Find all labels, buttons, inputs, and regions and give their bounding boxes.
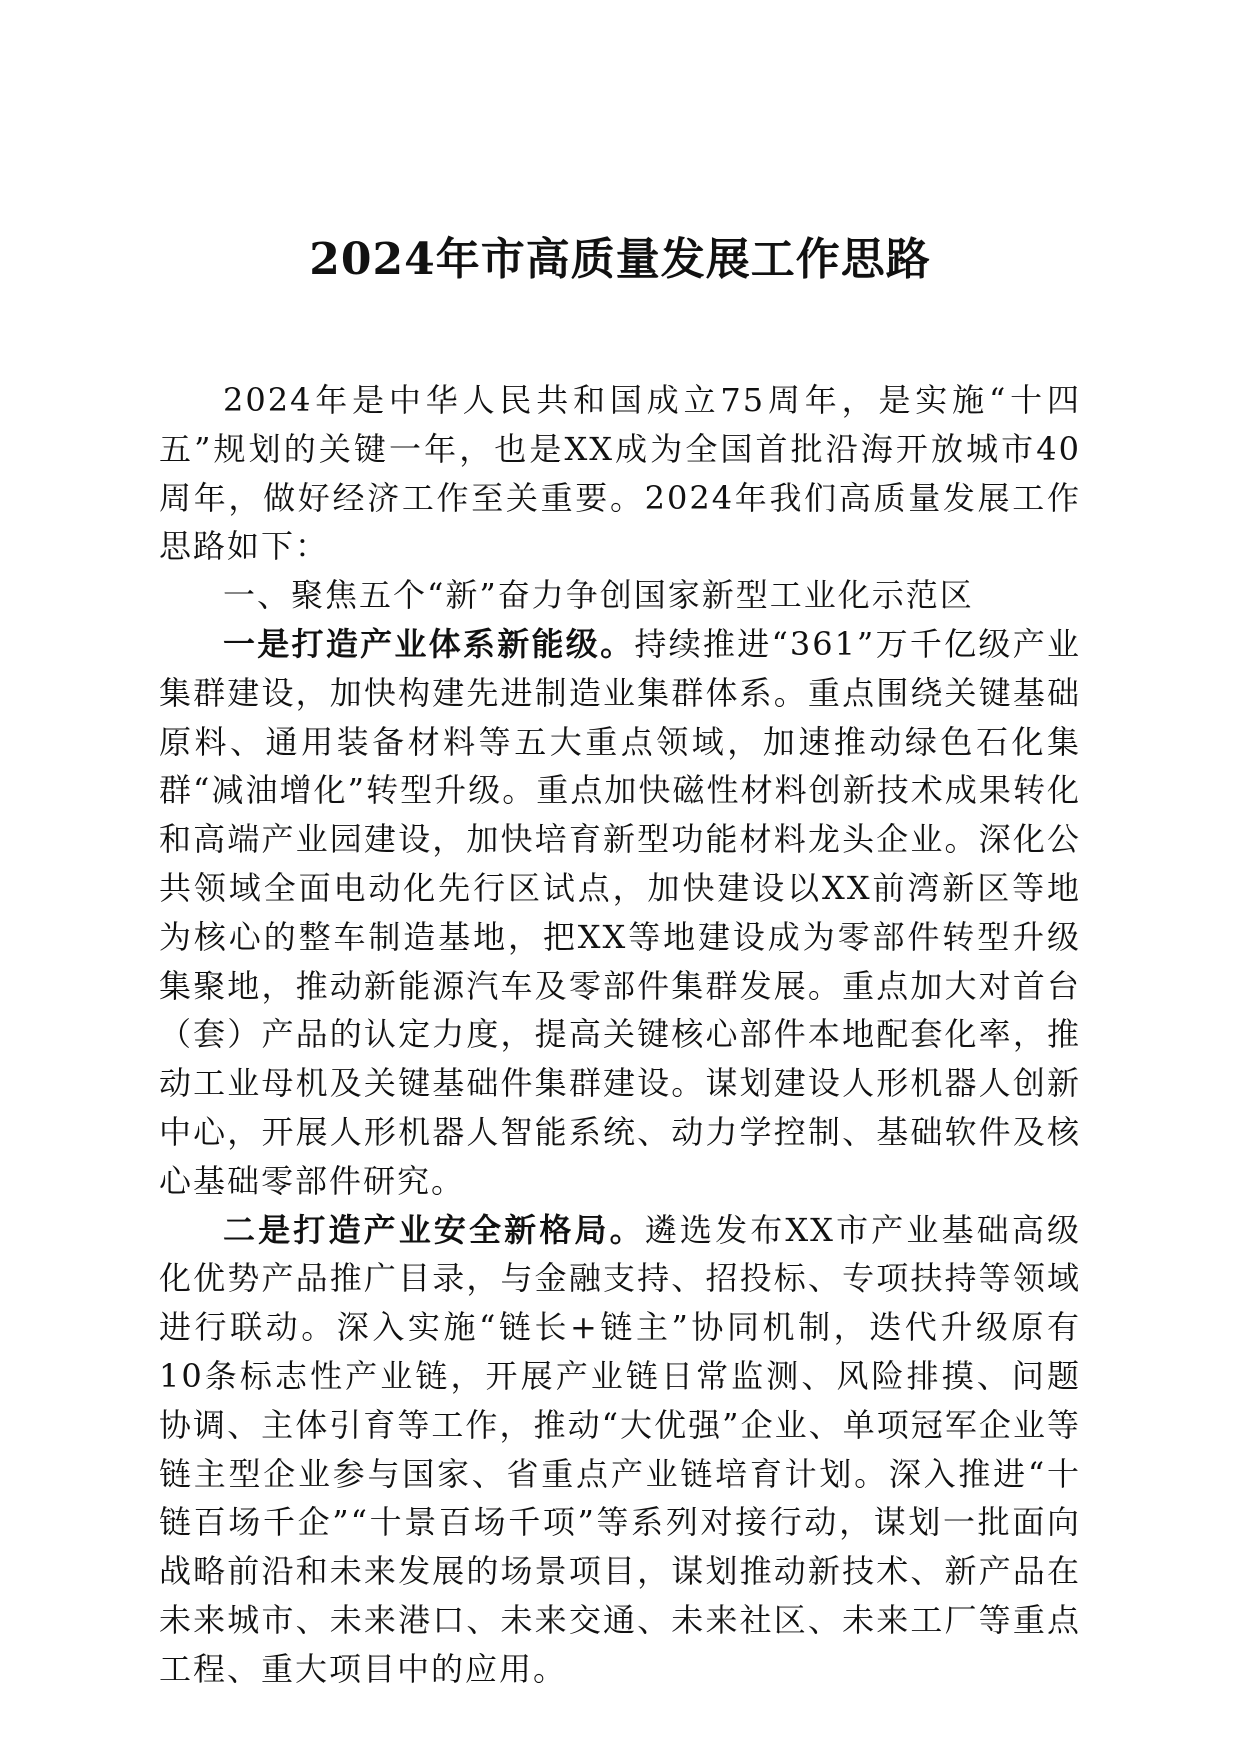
document-title: 2024年市高质量发展工作思路 [309, 234, 931, 285]
intro-paragraph: 2024年是中华人民共和国成立75周年，是实施“十四五”规划的关键一年，也是XX成为全国首批沿海开放城市40周年，做好经济工作至关重要。2024年我们高质量发展工作思路如下： [159, 381, 1081, 566]
paragraph-lead: 二是打造产业安全新格局。 [223, 1210, 645, 1249]
section-heading: 一、聚焦五个“新”奋力争创国家新型工业化示范区 [223, 576, 974, 615]
body-paragraph [159, 1206, 1081, 1694]
document-body [159, 376, 1081, 1694]
paragraph-text: 持续推进“361”万千亿级产业集群建设，加快构建先进制造业集群体系。重点围绕关键基础原料、通用装备材料等五大重点领域，加速推动绿色石化集群“减油增化”转型升级。重点加快磁性材料创新技术成果转化和高端产业园建设，加快培育新型功能材料龙头企业。深化公共领域全面电动化先行区试点，加快建设以XX前湾新区等地为核心的整车制造基地，把XX等地建设成为零部件转型升级集聚地，推动新能源汽车及零部件集群发展。重点加大对首台（套）产品的认定力度，提高关键核心部件本地配套化率，推动工业母机及关键基础件集群建设。谋划建设人形机器人创新中心，开展人形机器人智能系统、动力学控制、基础软件及核心基础零部件研究。 [159, 624, 1081, 1200]
paragraph-text: 遴选发布XX市产业基础高级化优势产品推广目录，与金融支持、招投标、专项扶持等领域进行联动。深入实施“链长+链主”协同机制，迭代升级原有10条标志性产业链，开展产业链日常监测、风险排摸、问题协调、主体引育等工作，推动“大优强”企业、单项冠军企业等链主型企业参与国家、省重点产业链培育计划。深入推进“十链百场千企”“十景百场千项”等系列对接行动，谋划一批面向战略前沿和未来发展的场景项目，谋划推动新技术、新产品在未来城市、未来港口、未来交通、未来社区、未来工厂等重点工程、重大项目中的应用。 [159, 1210, 1081, 1688]
paragraph-lead: 一是打造产业体系新能级。 [223, 624, 635, 663]
body-paragraph [159, 620, 1081, 1206]
